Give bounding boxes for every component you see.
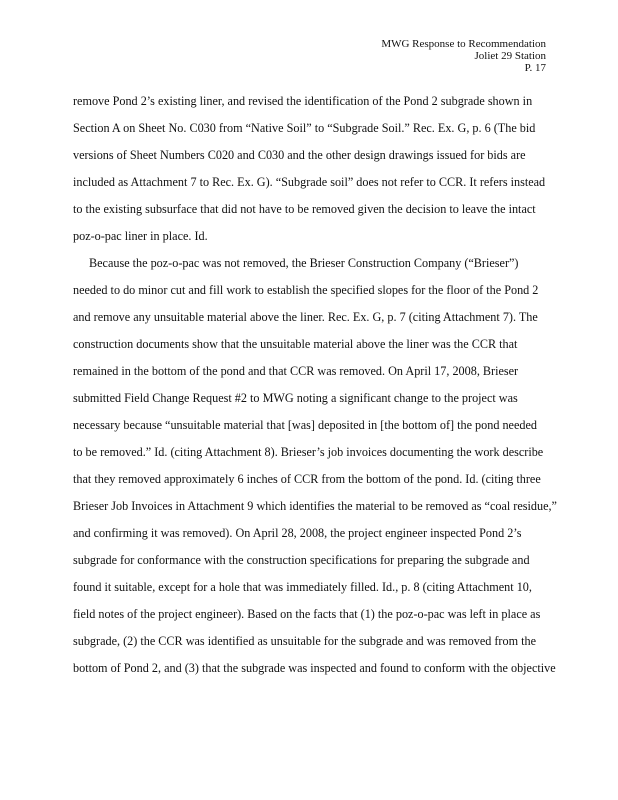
text-line: field notes of the project engineer). Based on the facts that (1) the poz-o-pac was left in place as — [73, 607, 541, 621]
text-line: included as Attachment 7 to Rec. Ex. G). “Subgrade soil” does not refer to CCR. It refers instead — [73, 175, 546, 189]
text-line: subgrade, (2) the CCR was identified as unsuitable for the subgrade and was removed from the — [73, 634, 537, 648]
text-line: submitted Field Change Request #2 to MWG noting a significant change to the project was — [73, 391, 518, 405]
text-line: remove Pond 2’s existing liner, and revised the identification of the Pond 2 subgrade shown in — [73, 94, 533, 108]
text-line: poz-o-pac liner in place. Id. — [73, 229, 208, 243]
paragraph-first-line: Because the poz-o-pac was not removed, the Brieser Construction Company (“Brieser”) — [89, 256, 519, 270]
text-line: to the existing subsurface that did not have to be removed given the decision to leave the intact — [73, 202, 536, 216]
text-line: needed to do minor cut and fill work to establish the specified slopes for the floor of the Pond 2 — [73, 283, 539, 297]
text-line: versions of Sheet Numbers C020 and C030 and the other design drawings issued for bids are — [73, 148, 526, 162]
page-header — [381, 38, 546, 74]
text-line: and confirming it was removed). On April 28, 2008, the project engineer inspected Pond 2’s — [73, 526, 522, 540]
text-line: that they removed approximately 6 inches of CCR from the bottom of the pond. Id. (citing three — [73, 472, 541, 486]
body-text — [73, 88, 593, 682]
header-station-name: Joliet 29 Station — [474, 50, 546, 62]
text-line: bottom of Pond 2, and (3) that the subgrade was inspected and found to conform with the objective — [73, 661, 556, 675]
text-line: Section A on Sheet No. C030 from “Native Soil” to “Subgrade Soil.” Rec. Ex. G, p. 6 (The bid — [73, 121, 536, 135]
text-line: remained in the bottom of the pond and that CCR was removed. On April 17, 2008, Brieser — [73, 364, 519, 378]
text-line: to be removed.” Id. (citing Attachment 8). Brieser’s job invoices documenting the work describe — [73, 445, 544, 459]
text-line: Brieser Job Invoices in Attachment 9 which identifies the material to be removed as “coal residue,” — [73, 499, 557, 513]
text-line: necessary because “unsuitable material that [was] deposited in [the bottom of] the pond needed — [73, 418, 537, 432]
text-line: subgrade for conformance with the construction specifications for preparing the subgrade and — [73, 553, 530, 567]
text-line: and remove any unsuitable material above the liner. Rec. Ex. G, p. 7 (citing Attachment 7). The — [73, 310, 538, 324]
header-document-title: MWG Response to Recommendation — [381, 38, 546, 50]
text-line: construction documents show that the unsuitable material above the liner was the CCR that — [73, 337, 518, 351]
header-page-number: P. 17 — [524, 62, 546, 74]
text-line: found it suitable, except for a hole that was immediately filled. Id., p. 8 (citing Attachment 10, — [73, 580, 532, 594]
